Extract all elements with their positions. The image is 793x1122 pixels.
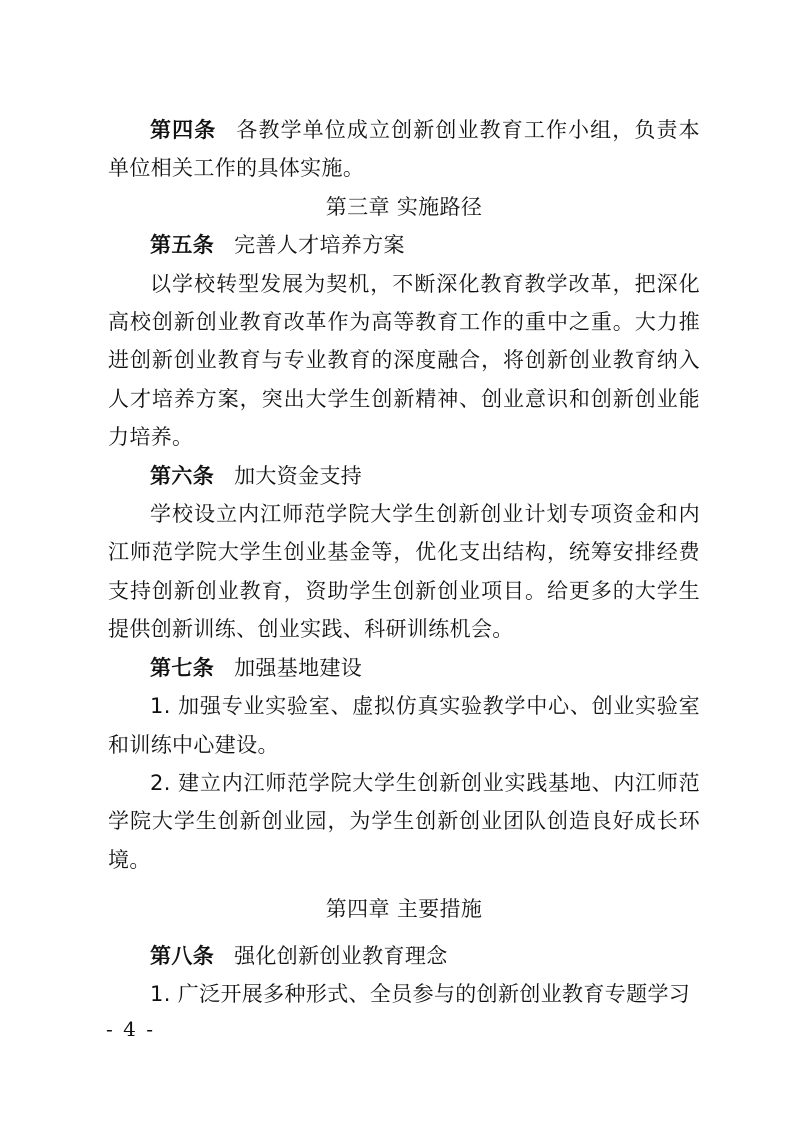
article-4-heading: 第四条	[150, 118, 217, 142]
paragraph-measure-1: 1. 广泛开展多种形式、全员参与的创新创业教育专题学习	[150, 981, 691, 1006]
article-4	[108, 111, 700, 188]
paragraph-reform: 以学校转型发展为契机，不断深化教育教学改革，把深化高校创新创业教育改革作为高等教育工作的重中之重。大力推进创新创业教育与专业教育的深度融合，将创新创业教育纳入人才培养方案，突出大学生创新精神、创业意识和创新创业能力培养。	[108, 271, 700, 450]
article-6-text: 加大资金支持	[234, 463, 363, 488]
article-8-heading: 第八条	[150, 943, 215, 968]
paragraph-base-1: 1. 加强专业实验室、虚拟仿真实验教学中心、创业实验室和训练中心建设。	[108, 694, 700, 757]
paragraph-base-2: 2. 建立内江师范学院大学生创新创业实践基地、内江师范学院大学生创新创业园，为学生创新创业团队创造良好成长环境。	[108, 770, 700, 872]
article-8-text: 强化创新创业教育理念	[234, 943, 448, 968]
chapter-3-heading: 第三章 实施路径	[325, 194, 483, 219]
article-5-heading: 第五条	[150, 233, 215, 258]
article-6-heading: 第六条	[150, 463, 215, 488]
chapter-4-heading: 第四章 主要措施	[325, 897, 483, 922]
article-7-heading: 第七条	[150, 655, 215, 680]
article-5	[108, 226, 700, 264]
document-body	[108, 111, 700, 1013]
article-8	[108, 937, 700, 975]
page-number: - 4 -	[106, 1017, 155, 1041]
article-7	[108, 649, 700, 687]
article-4-text: 各教学单位成立创新创业教育工作小组，负责本单位相关工作的具体实施。	[108, 118, 700, 181]
article-5-text: 完善人才培养方案	[234, 233, 405, 258]
article-6	[108, 457, 700, 495]
article-7-text: 加强基地建设	[234, 655, 363, 680]
paragraph-fund: 学校设立内江师范学院大学生创新创业计划专项资金和内江师范学院大学生创业基金等，优化支出结构，统筹安排经费支持创新创业教育，资助学生创新创业项目。给更多的大学生提供创新训练、创业实践、科研训练机会。	[108, 502, 700, 642]
